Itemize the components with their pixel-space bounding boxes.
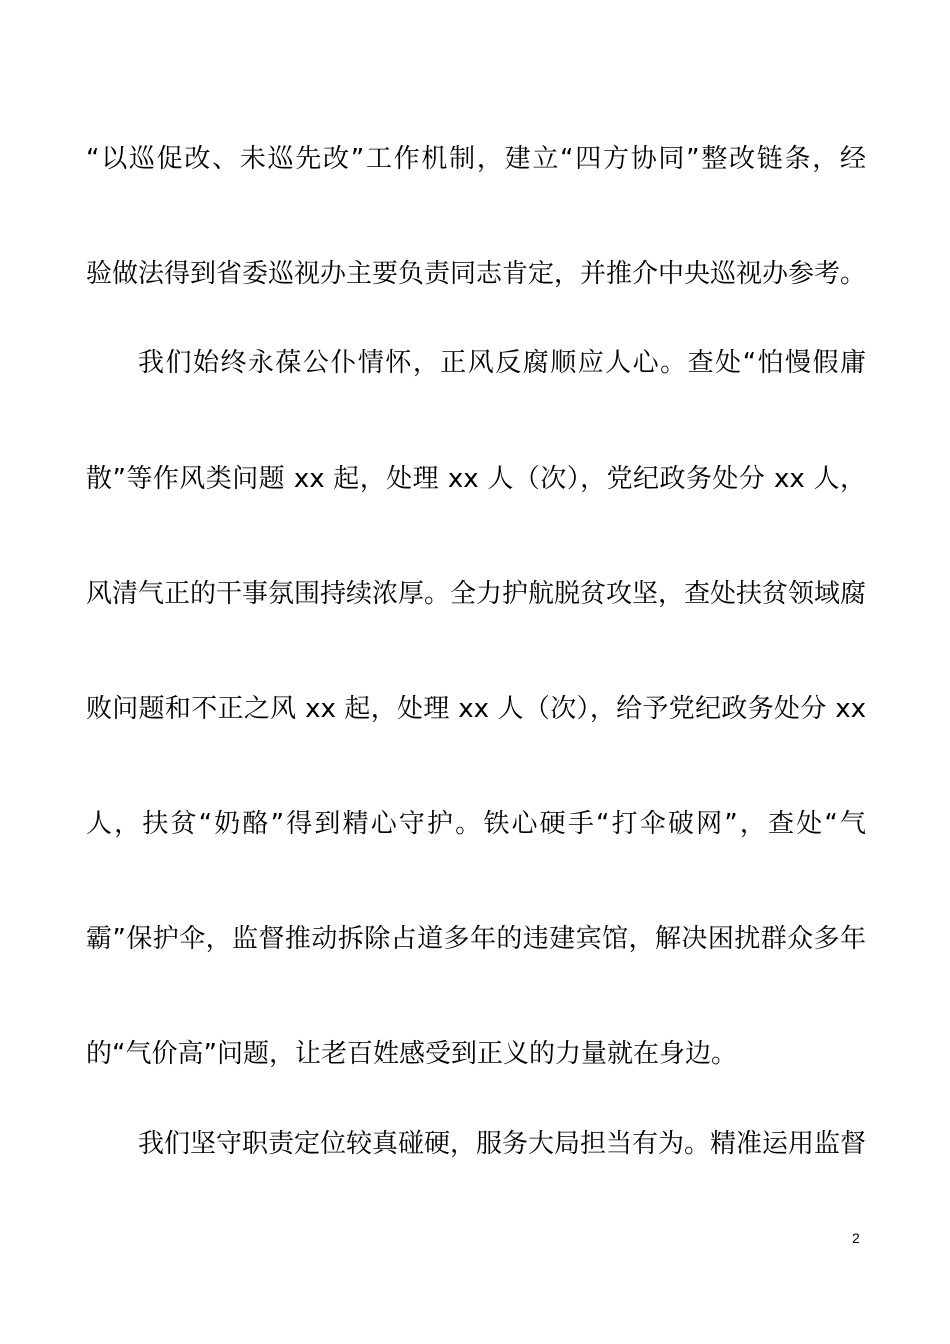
paragraph-first-line: 我们始终永葆公仆情怀，正风反腐顺应人心。查处“怕慢假庸 [138,348,866,378]
text-line: “以巡促改、未巡先改”工作机制，建立“四方协同”整改链条，经 [86,144,866,174]
text-line: 人，扶贫“奶酪”得到精心守护。铁心硬手“打伞破网”，查处“气 [86,809,866,839]
paragraph-first-line: 我们坚守职责定位较真碰硬，服务大局担当有为。精准运用监督 [138,1129,866,1159]
text-line: 的“气价高”问题，让老百姓感受到正义的力量就在身边。 [86,1039,737,1069]
text-line: 败问题和不正之风 xx 起，处理 xx 人（次），给予党纪政务处分 xx [86,694,866,724]
page-number: 2 [852,1230,860,1246]
text-line: 散”等作风类问题 xx 起，处理 xx 人（次），党纪政务处分 xx 人， [86,464,866,494]
text-line: 验做法得到省委巡视办主要负责同志肯定，并推介中央巡视办参考。 [86,259,866,289]
text-line: 风清气正的干事氛围持续浓厚。全力护航脱贫攻坚，查处扶贫领域腐 [86,579,866,609]
text-line: 霸”保护伞，监督推动拆除占道多年的违建宾馆，解决困扰群众多年 [86,924,866,954]
